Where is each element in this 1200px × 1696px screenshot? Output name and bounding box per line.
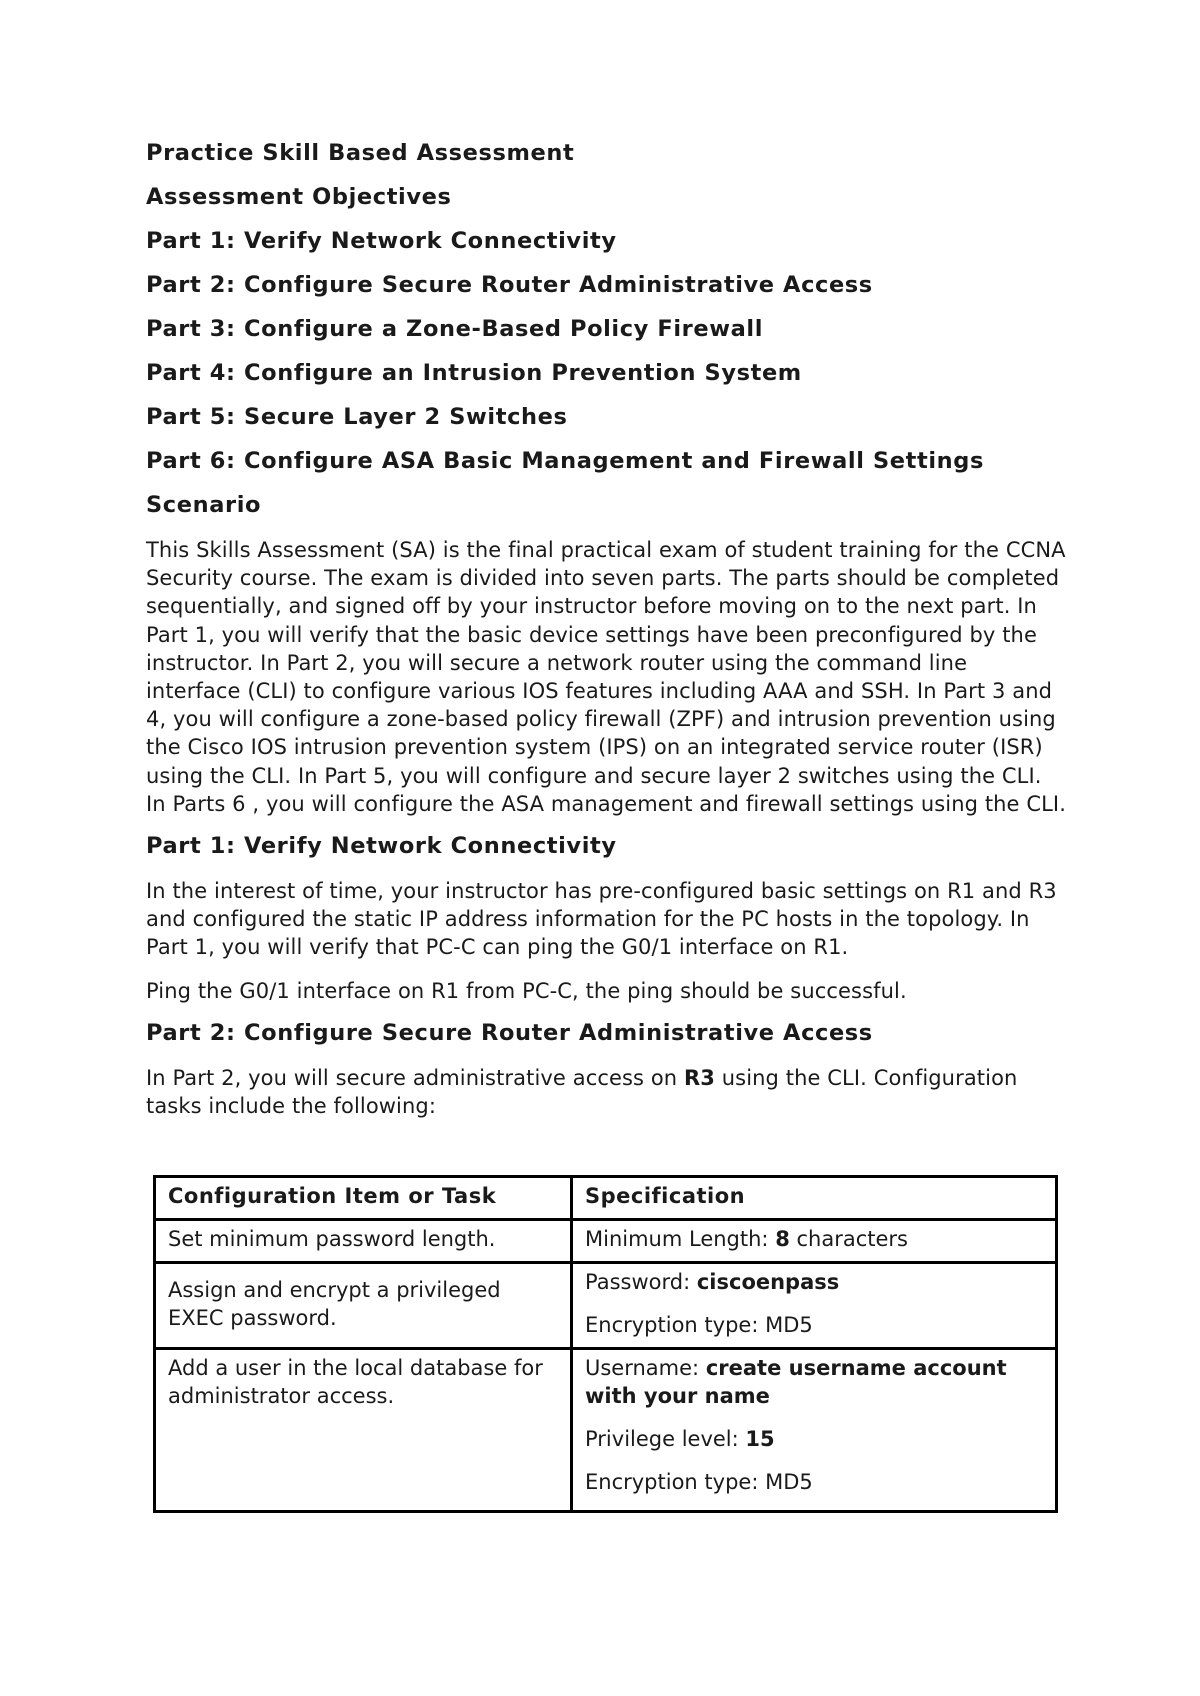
table-row: [155, 1263, 1057, 1349]
objective-item: Part 3: Configure a Zone-Based Policy Firewall: [146, 316, 764, 342]
objective-item: Part 1: Verify Network Connectivity: [146, 228, 617, 254]
part1-heading: Part 1: Verify Network Connectivity: [146, 833, 617, 860]
task-cell: Set minimum password length.: [155, 1220, 572, 1263]
spec-label: Password:: [585, 1270, 697, 1294]
task-cell: Assign and encrypt a privileged EXEC password.: [155, 1263, 572, 1349]
header-specification: Specification: [572, 1177, 1057, 1220]
part2-heading: Part 2: Configure Secure Router Administrative Access: [146, 1019, 873, 1046]
scenario-heading: Scenario: [146, 492, 262, 518]
spec-label: Minimum Length:: [585, 1227, 776, 1251]
part2-intro-text-end: using the CLI. Configuration tasks include the following:: [146, 1065, 1018, 1119]
password-line: [585, 1268, 1045, 1296]
document-title: Practice Skill Based Assessment: [146, 140, 575, 166]
objective-item: Part 6: Configure ASA Basic Management and Firewall Settings: [146, 448, 984, 474]
task-cell: Add a user in the local database for administrator access.: [155, 1349, 572, 1512]
spec-cell: [572, 1349, 1057, 1512]
encryption-line: Encryption type: MD5: [585, 1313, 813, 1337]
objective-item: Part 4: Configure an Intrusion Prevention System: [146, 360, 802, 386]
part2-router-name: R3: [684, 1065, 715, 1090]
header-task: Configuration Item or Task: [155, 1177, 572, 1220]
privilege-line: [585, 1425, 1045, 1453]
configuration-table: [153, 1175, 1058, 1513]
part1-paragraph: In the interest of time, your instructor has pre-configured basic settings on R1 and R3 and configured the static IP address information for the PC hosts in the topology. In Part 1, you will verify that PC-C can ping the G0/1 interface on R1.: [146, 879, 1057, 960]
part2-intro-text: In Part 2, you will secure administrative access on: [146, 1065, 684, 1090]
objective-item: Part 5: Secure Layer 2 Switches: [146, 404, 568, 430]
spec-cell: [572, 1263, 1057, 1349]
spec-value: create username account with your name: [585, 1356, 1007, 1408]
spec-label: Privilege level:: [585, 1427, 746, 1451]
spec-value: ciscoenpass: [696, 1270, 840, 1294]
username-line: [585, 1354, 1045, 1410]
objectives-heading: Assessment Objectives: [146, 184, 452, 210]
encryption-line: Encryption type: MD5: [585, 1470, 813, 1494]
spec-suffix: characters: [789, 1227, 908, 1251]
spec-value: 15: [745, 1427, 775, 1451]
part2-intro: [146, 1064, 1066, 1120]
spec-label: Username:: [585, 1356, 706, 1380]
spec-cell: [572, 1220, 1057, 1263]
table-header-row: [155, 1177, 1057, 1220]
scenario-paragraph: This Skills Assessment (SA) is the final practical exam of student training for the CCNA Security course. The exam is divided into seven parts. The parts should be completed sequentially, and signed off by your instructor before moving on to the next part. In Part 1, you will verify that the basic device settings have been preconfigured by the instructor. In Part 2, you will secure a network router using the command line interface (CLI) to configure various IOS features including AAA and SSH. In Part 3 and 4, you will configure a zone-based policy firewall (ZPF) and intrusion prevention using the Cisco IOS intrusion prevention system (IPS) on an integrated service router (ISR) using the CLI. In Part 5, you will configure and secure layer 2 switches using the CLI. In Parts 6 , you will configure the ASA management and firewall settings using the CLI.: [146, 538, 1066, 816]
part1-ping-instruction: Ping the G0/1 interface on R1 from PC-C, the ping should be successful.: [146, 978, 907, 1003]
spec-value: 8: [775, 1227, 790, 1251]
table-row: [155, 1349, 1057, 1512]
document-body: [146, 140, 1066, 1135]
table-row: [155, 1220, 1057, 1263]
objective-item: Part 2: Configure Secure Router Administrative Access: [146, 272, 873, 298]
